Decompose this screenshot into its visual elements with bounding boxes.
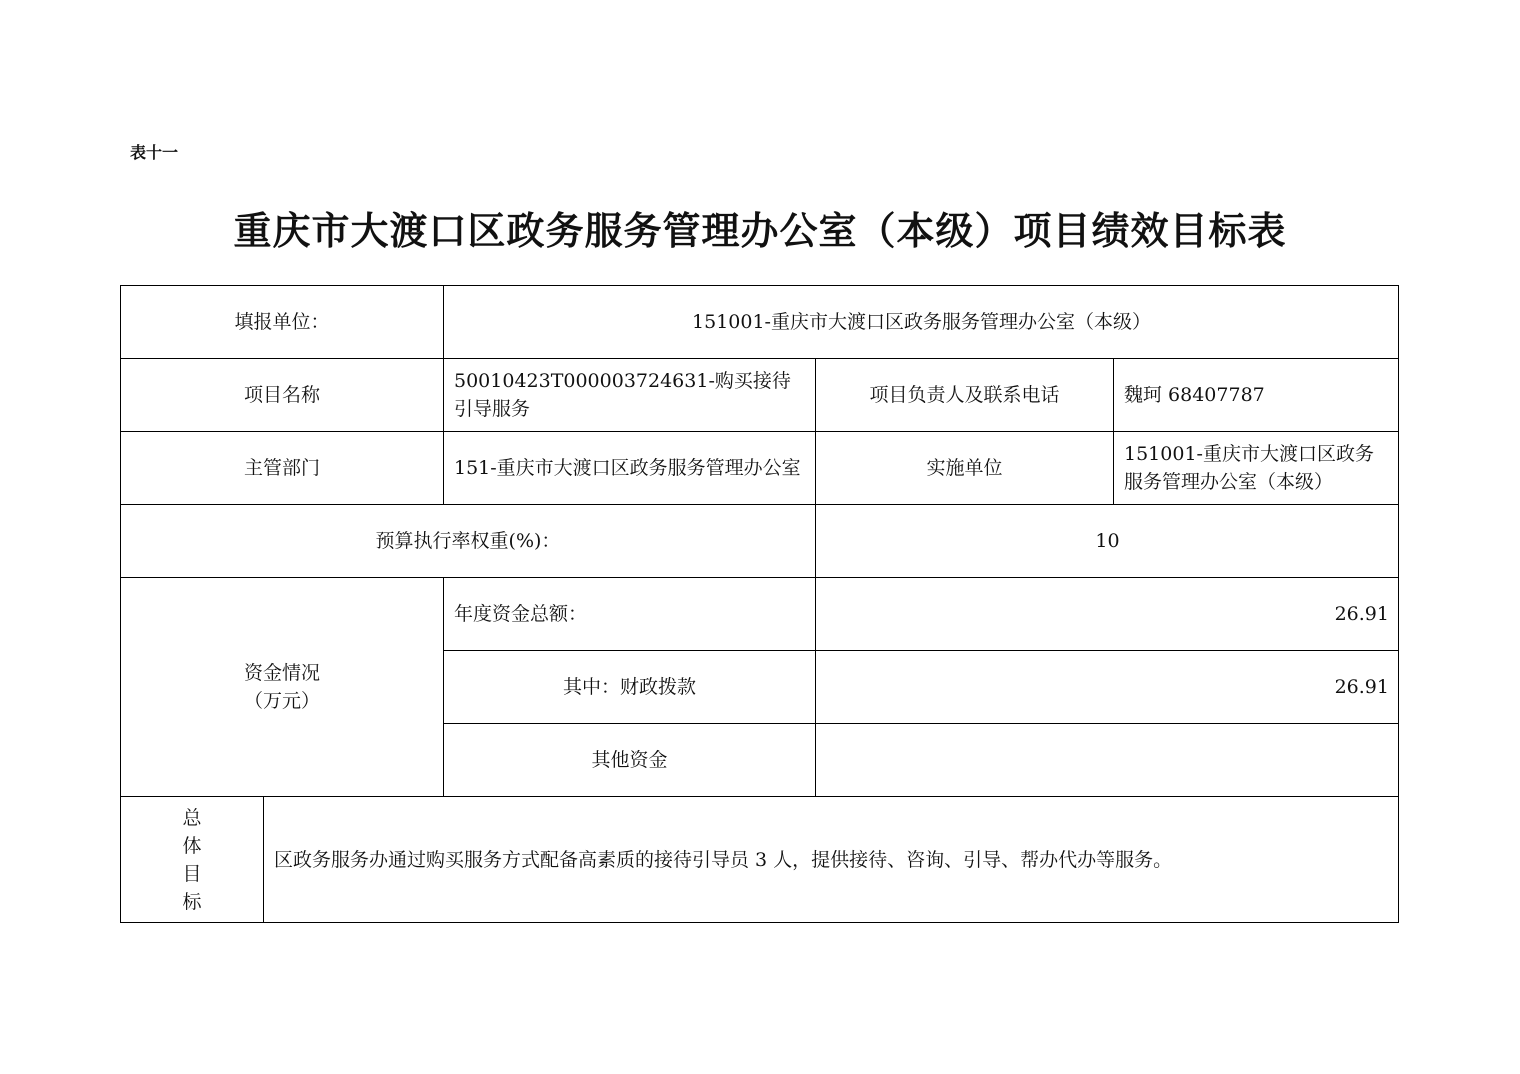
budget-weight-label: 预算执行率权重(%)： — [121, 505, 816, 578]
other-funds-label: 其他资金 — [444, 724, 816, 797]
goal-label-char: 标 — [182, 890, 202, 913]
overall-goal-value: 区政务服务办通过购买服务方式配备高素质的接待引导员 3 人，提供接待、咨询、引导、帮办代办等服务。 — [274, 848, 1173, 871]
goal-label-char: 总 — [182, 806, 202, 829]
competent-dept-label: 主管部门 — [121, 432, 444, 505]
implementing-unit-value: 151001-重庆市大渡口区政务服务管理办公室（本级） — [1114, 432, 1399, 505]
annual-total-label: 年度资金总额： — [444, 578, 816, 651]
project-manager-value: 魏珂 68407787 — [1114, 359, 1399, 432]
project-name-value: 50010423T000003724631-购买接待引导服务 — [444, 359, 816, 432]
implementing-unit-label: 实施单位 — [816, 432, 1114, 505]
overall-goal-label — [121, 797, 264, 922]
goal-label-char: 目 — [182, 862, 202, 885]
project-name-label: 项目名称 — [121, 359, 444, 432]
fiscal-label: 其中：财政拨款 — [444, 651, 816, 724]
table-number-label: 表十一 — [130, 143, 179, 162]
reporting-unit-label: 填报单位： — [121, 286, 444, 359]
project-manager-label: 项目负责人及联系电话 — [816, 359, 1114, 432]
competent-dept-value: 151-重庆市大渡口区政务服务管理办公室 — [444, 432, 816, 505]
goal-label-char: 体 — [182, 834, 202, 857]
funds-label-line2: （万元） — [243, 690, 320, 712]
fiscal-value: 26.91 — [816, 651, 1399, 724]
reporting-unit-value: 151001-重庆市大渡口区政务服务管理办公室（本级） — [444, 286, 1399, 359]
funds-label — [121, 578, 444, 797]
budget-weight-value: 10 — [816, 505, 1399, 578]
performance-target-table — [120, 285, 1399, 923]
funds-label-line1: 资金情况 — [243, 662, 320, 684]
page-title: 重庆市大渡口区政务服务管理办公室（本级）项目绩效目标表 — [233, 208, 1287, 253]
other-funds-value — [816, 724, 1399, 797]
annual-total-value: 26.91 — [816, 578, 1399, 651]
